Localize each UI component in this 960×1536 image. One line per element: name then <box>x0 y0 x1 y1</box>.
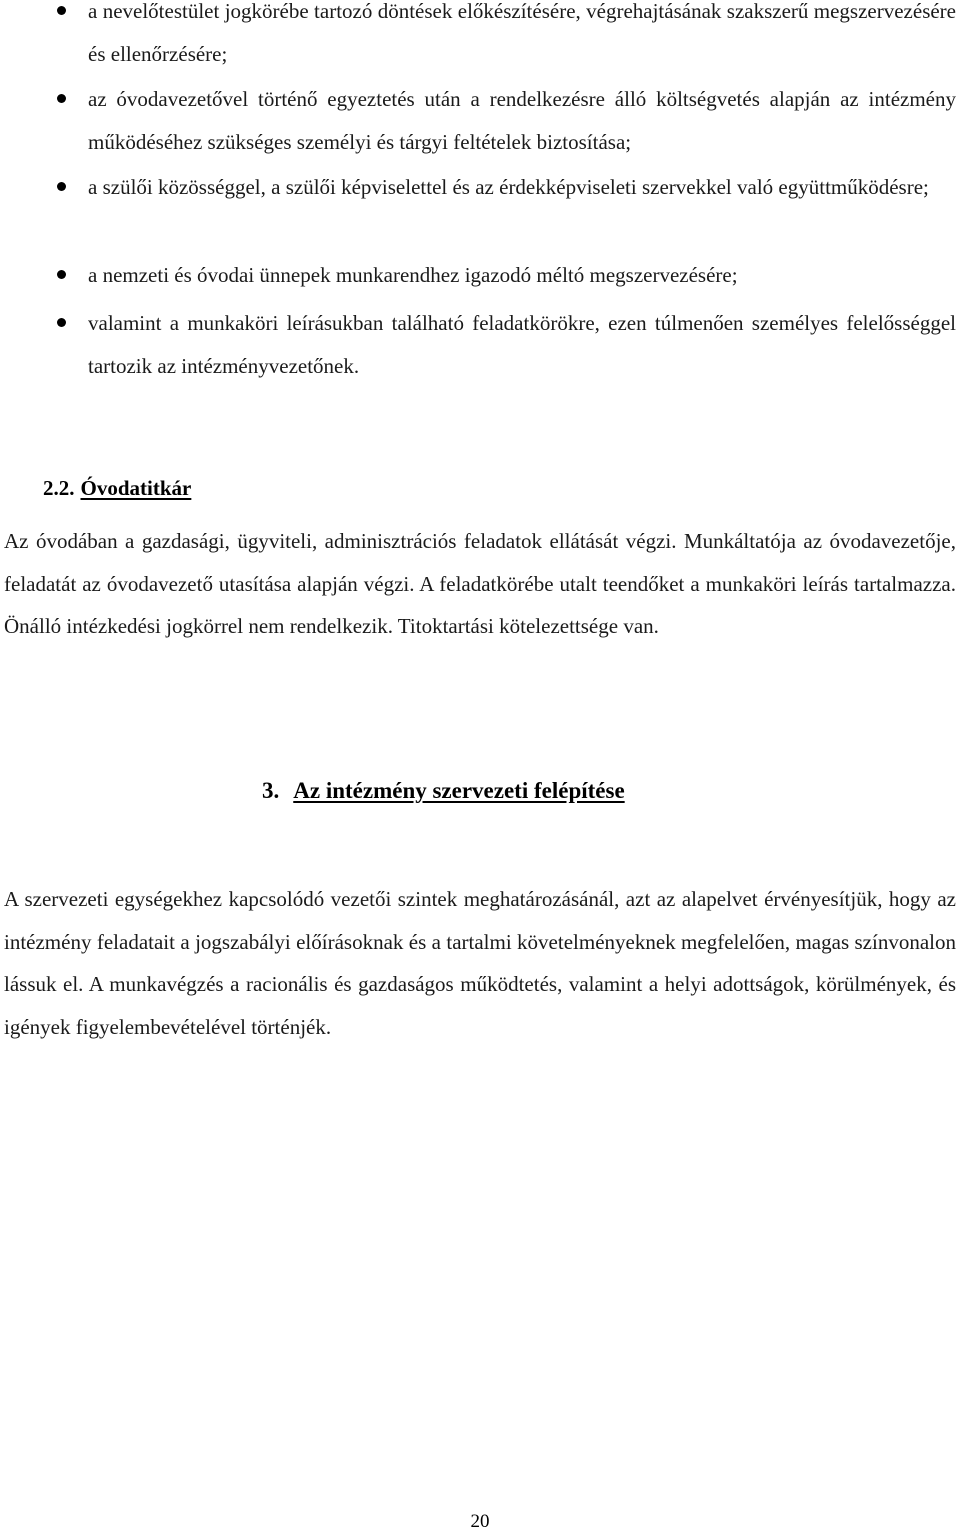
list-item <box>88 0 956 75</box>
section-heading-3 <box>262 773 625 809</box>
section-title: Óvodatitkár <box>80 476 192 500</box>
bullet-icon <box>57 270 66 279</box>
list-item <box>88 302 956 387</box>
bullet-icon <box>57 94 66 103</box>
section-number: 3. <box>262 778 280 803</box>
list-item-text: a nevelőtestület jogkörébe tartozó döntések előkészítésére, végrehajtásának szakszerű megszervezésére és ellenőrzésére; <box>88 0 956 66</box>
page-number: 20 <box>470 1511 490 1532</box>
list-item <box>88 166 956 209</box>
section-title: Az intézmény szervezeti felépítése <box>293 778 625 803</box>
list-item-text: az óvodavezetővel történő egyeztetés után a rendelkezésre álló költségvetés alapján az intézmény működéséhez szükséges személyi és tárgyi feltételek biztosítása; <box>88 87 956 154</box>
bullet-icon <box>57 182 66 191</box>
section-heading-2-2 <box>43 471 191 505</box>
bullet-icon <box>57 6 66 15</box>
bullet-icon <box>57 318 66 327</box>
section-3-paragraph: A szervezeti egységekhez kapcsolódó vezetői szintek meghatározásánál, azt az alapelvet érvényesítjük, hogy az intézmény feladatait a jogszabályi előírásoknak és a tartalmi követelményeknek megfelelően, magas színvonalon lássuk el. A munkavégzés a racionális és gazdaságos működtetés, valamint a helyi adottságok, körülmények, és igények figyelembevételével történjék. <box>4 887 956 1039</box>
list-item-text: a szülői közösséggel, a szülői képviselettel és az érdekképviseleti szervekkel való együttműködésre; <box>88 175 929 199</box>
section-number: 2.2. <box>43 476 75 500</box>
section-2-2-paragraph: Az óvodában a gazdasági, ügyviteli, adminisztrációs feladatok ellátását végzi. Munkáltatója az óvodavezetője, feladatát az óvodavezető utasítása alapján végzi. A feladatkörébe utalt teendőket a munkaköri leírás tartalmazza. Önálló intézkedési jogkörrel nem rendelkezik. Titoktartási kötelezettsége van. <box>4 529 956 639</box>
list-item-text: a nemzeti és óvodai ünnepek munkarendhez igazodó méltó megszervezésére; <box>88 263 738 287</box>
list-item-text: valamint a munkaköri leírásukban található feladatkörökre, ezen túlmenően személyes felelősséggel tartozik az intézményvezetőnek. <box>88 311 956 378</box>
list-item <box>88 254 956 297</box>
list-item <box>88 78 956 163</box>
